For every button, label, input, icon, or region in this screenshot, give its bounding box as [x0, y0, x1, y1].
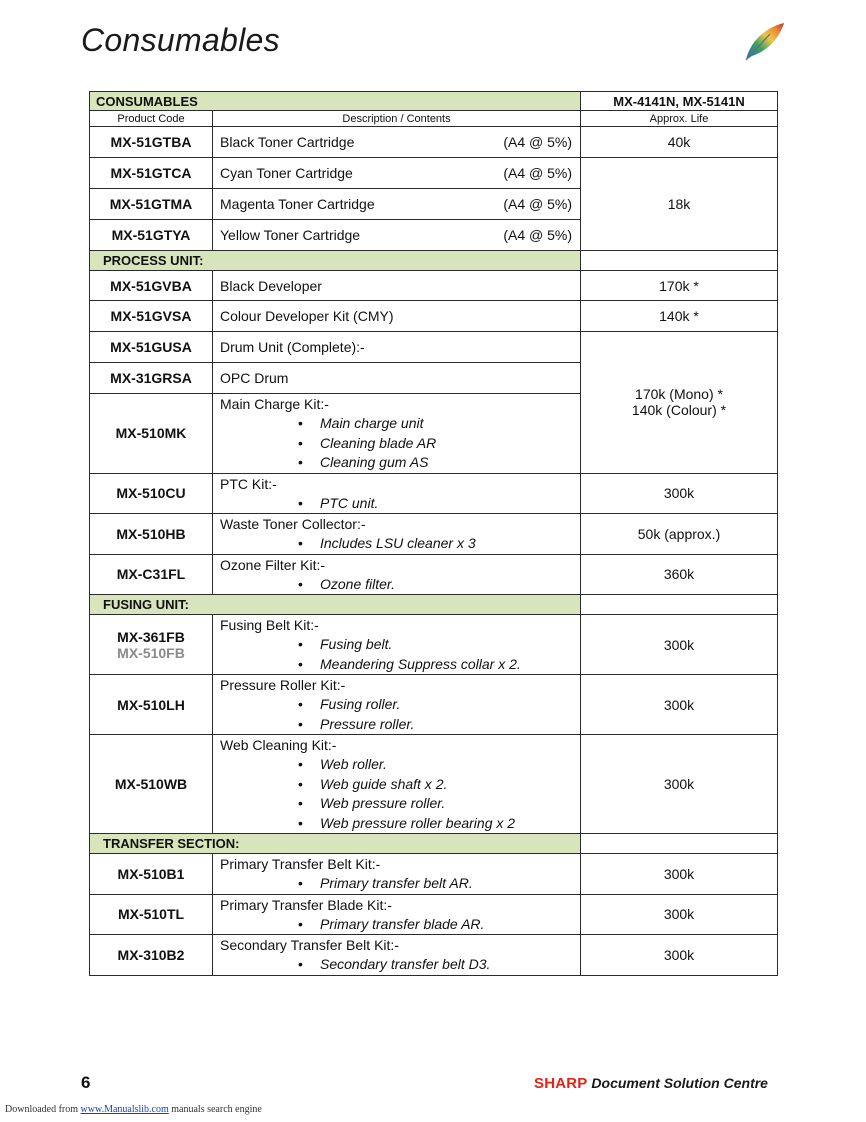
description	[213, 394, 581, 474]
list-item: • PTC unit.	[320, 494, 580, 514]
approx-life: 300k	[581, 935, 778, 976]
column-header-row	[90, 111, 778, 127]
coverage-text: (A4 @ 5%)	[503, 134, 572, 150]
table-row	[90, 271, 778, 301]
list-item: • Fusing roller.	[320, 695, 580, 715]
description	[213, 615, 581, 675]
table-row	[90, 735, 778, 834]
section-title: PROCESS UNIT:	[90, 251, 581, 271]
product-code-primary: MX-361FB	[117, 628, 185, 645]
description: OPC Drum	[213, 363, 581, 394]
product-code	[90, 615, 213, 675]
table-row	[90, 554, 778, 595]
approx-life: 140k *	[581, 301, 778, 332]
product-code: MX-51GUSA	[90, 332, 213, 363]
section-row-fusing	[90, 595, 778, 615]
sharp-logo: SHARP	[534, 1075, 588, 1092]
list-item: • Pressure roller.	[320, 715, 580, 735]
description-text: Yellow Toner Cartridge	[220, 227, 361, 243]
list-item: • Web pressure roller bearing x 2	[320, 814, 580, 834]
kit-contents	[220, 575, 580, 595]
description	[213, 158, 581, 189]
product-code: MX-510MK	[90, 394, 213, 474]
product-code: MX-51GTYA	[90, 220, 213, 251]
product-code: MX-510LH	[90, 675, 213, 735]
product-code: MX-51GTBA	[90, 127, 213, 158]
description	[213, 473, 581, 514]
column-header-desc: Description / Contents	[213, 111, 581, 127]
table-row	[90, 301, 778, 332]
description	[213, 935, 581, 976]
kit-title: Primary Transfer Blade Kit:-	[220, 896, 392, 913]
product-code: MX-C31FL	[90, 554, 213, 595]
approx-life: 300k	[581, 854, 778, 895]
kit-title: Secondary Transfer Belt Kit:-	[220, 937, 399, 953]
approx-life: 18k	[581, 158, 778, 251]
life-mono: 170k (Mono) *	[635, 386, 723, 403]
list-item: • Web pressure roller.	[320, 794, 580, 814]
approx-life: 300k	[581, 615, 778, 675]
table-row	[90, 158, 778, 189]
description-text: Black Toner Cartridge	[220, 134, 355, 150]
model-names: MX-4141N, MX-5141N	[581, 92, 778, 111]
page-number: 6	[81, 1073, 91, 1092]
list-item: • Cleaning gum AS	[320, 453, 580, 473]
product-code: MX-510WB	[90, 735, 213, 834]
kit-contents	[220, 874, 580, 894]
feather-logo-icon	[740, 20, 788, 64]
kit-contents	[220, 494, 580, 514]
kit-title: Primary Transfer Belt Kit:-	[220, 856, 381, 872]
approx-life: 170k *	[581, 271, 778, 301]
list-item: • Includes LSU cleaner x 3	[320, 534, 580, 554]
approx-life: 50k (approx.)	[581, 514, 778, 555]
list-item: • Web roller.	[320, 755, 580, 775]
product-code: MX-51GTCA	[90, 158, 213, 189]
description	[213, 220, 581, 251]
kit-contents	[220, 695, 580, 734]
kit-title: Pressure Roller Kit:-	[220, 677, 346, 693]
table-row	[90, 615, 778, 675]
section-title: TRANSFER SECTION:	[90, 834, 581, 854]
list-item: • Web guide shaft x 2.	[320, 775, 580, 795]
list-item: • Primary transfer belt AR.	[320, 874, 580, 894]
product-code: MX-51GVSA	[90, 301, 213, 332]
list-item: • Cleaning blade AR	[320, 434, 580, 454]
list-item: • Meandering Suppress collar x 2.	[320, 655, 580, 675]
table-row	[90, 514, 778, 555]
kit-title: Main Charge Kit:-	[220, 396, 329, 412]
approx-life: 300k	[581, 473, 778, 514]
product-code: MX-510CU	[90, 473, 213, 514]
download-note	[5, 1104, 262, 1115]
product-code: MX-31GRSA	[90, 363, 213, 394]
table-header-row	[90, 92, 778, 111]
table-row	[90, 894, 778, 935]
product-code: MX-510HB	[90, 514, 213, 555]
description	[213, 189, 581, 220]
page-title: Consumables	[81, 22, 280, 58]
description-text: Cyan Toner Cartridge	[220, 165, 353, 181]
product-code: MX-510TL	[90, 894, 213, 935]
list-item: • Primary transfer blade AR.	[320, 915, 580, 935]
approx-life: 360k	[581, 554, 778, 595]
manualslib-link[interactable]: www.Manualslib.com	[80, 1104, 169, 1115]
product-code: MX-51GVBA	[90, 271, 213, 301]
kit-title: Web Cleaning Kit:-	[220, 737, 337, 753]
section-title: CONSUMABLES	[90, 92, 581, 111]
approx-life: 300k	[581, 675, 778, 735]
product-code: MX-310B2	[90, 935, 213, 976]
description: Drum Unit (Complete):-	[213, 332, 581, 363]
table-row	[90, 675, 778, 735]
life-colour: 140k (Colour) *	[631, 402, 727, 419]
kit-contents	[220, 635, 580, 674]
table-row	[90, 854, 778, 895]
table-row	[90, 332, 778, 363]
kit-contents	[220, 414, 580, 473]
kit-title: Fusing Belt Kit:-	[220, 617, 319, 633]
product-code: MX-510B1	[90, 854, 213, 895]
download-suffix: manuals search engine	[168, 1104, 262, 1115]
consumables-table	[89, 91, 778, 976]
coverage-text: (A4 @ 5%)	[503, 227, 572, 243]
column-header-code: Product Code	[90, 111, 213, 127]
section-title: FUSING UNIT:	[90, 595, 581, 615]
kit-contents	[220, 755, 580, 833]
product-code-alternate: MX-510FB	[117, 644, 185, 661]
list-item: • Fusing belt.	[320, 635, 580, 655]
list-item: • Main charge unit	[320, 414, 580, 434]
kit-contents	[220, 534, 580, 554]
description-text: Magenta Toner Cartridge	[220, 196, 375, 212]
download-prefix: Downloaded from	[5, 1104, 81, 1115]
description	[213, 675, 581, 735]
list-item: • Ozone filter.	[320, 575, 580, 595]
list-item: • Secondary transfer belt D3.	[320, 955, 580, 975]
description	[213, 127, 581, 158]
description: Colour Developer Kit (CMY)	[213, 301, 581, 332]
table-row	[90, 127, 778, 158]
kit-contents	[220, 915, 580, 935]
kit-title: Waste Toner Collector:-	[220, 516, 366, 532]
brand-text: Document Solution Centre	[591, 1075, 768, 1091]
description: Black Developer	[213, 271, 581, 301]
description	[213, 735, 581, 834]
description	[213, 514, 581, 555]
kit-title: PTC Kit:-	[220, 475, 277, 492]
kit-title: Ozone Filter Kit:-	[220, 556, 326, 573]
table-row	[90, 473, 778, 514]
section-row-transfer	[90, 834, 778, 854]
approx-life: 300k	[581, 735, 778, 834]
approx-life	[581, 332, 778, 474]
section-row-process	[90, 251, 778, 271]
column-header-life: Approx. Life	[581, 111, 778, 127]
approx-life: 40k	[581, 127, 778, 158]
kit-contents	[220, 955, 580, 975]
product-code: MX-51GTMA	[90, 189, 213, 220]
coverage-text: (A4 @ 5%)	[503, 165, 572, 181]
footer-brand	[534, 1075, 768, 1092]
approx-life: 300k	[581, 894, 778, 935]
coverage-text: (A4 @ 5%)	[503, 196, 572, 212]
description	[213, 854, 581, 895]
description	[213, 554, 581, 595]
description	[213, 894, 581, 935]
table-row	[90, 935, 778, 976]
